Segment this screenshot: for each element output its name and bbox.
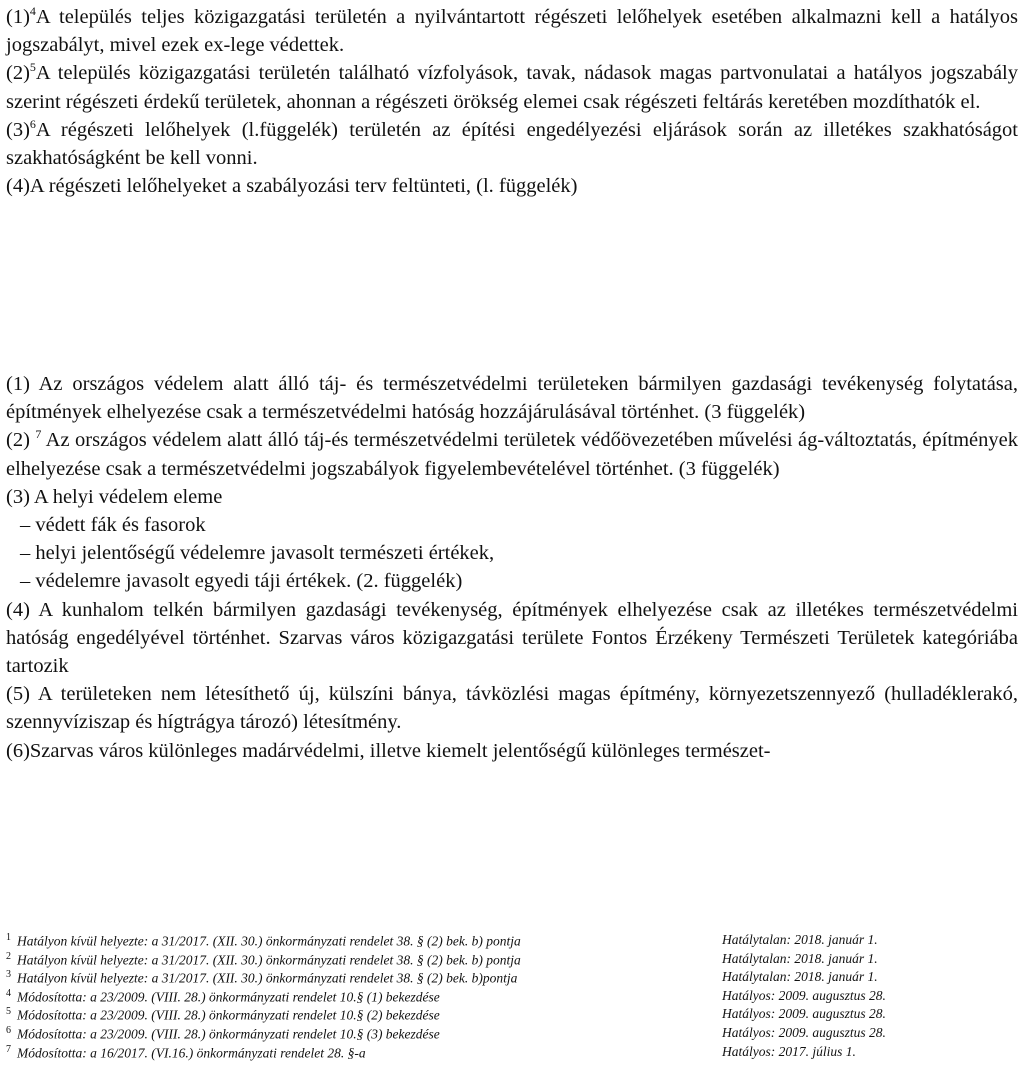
footnote-6 <box>6 1025 1016 1044</box>
footnote-ref: 6 <box>29 116 36 131</box>
section-nature-protection <box>6 370 1018 765</box>
paragraph-3 <box>6 116 1018 172</box>
footnote-number: 2 <box>6 950 11 962</box>
footnote-text: Hatályon kívül helyezte: a 31/2017. (XII. 30.) önkormányzati rendelet 38. § (2) bek. b)pontja <box>17 970 518 986</box>
footnote-text: Módosította: a 23/2009. (VIII. 28.) önkormányzati rendelet 10.§ (2) bekezdése <box>17 1007 440 1023</box>
footnote-1 <box>6 932 1016 951</box>
footnote-3 <box>6 969 1016 988</box>
footnote-ref: 7 <box>35 427 42 442</box>
paragraph-4 <box>6 172 1018 200</box>
paragraph-text: A település közigazgatási területén található vízfolyások, tavak, nádasok magas partvonulatai a hatályos jogszabály szerint régészeti érdekű területek, ahonnan a régészeti örökség elemei csak régészeti feltárás keretében mozdíthatók el. <box>6 62 1018 113</box>
paragraph-number: (2) <box>6 429 30 452</box>
footnote-text: Módosította: a 23/2009. (VIII. 28.) önkormányzati rendelet 10.§ (1) bekezdése <box>17 989 440 1005</box>
paragraph-1 <box>6 3 1018 59</box>
paragraph-nature-5: (5) A területeken nem létesíthető új, külszíni bánya, távközlési magas építmény, környezetszennyező (hulladéklerakó, szennyvíziszap és hígtrágya tározó) létesítmény. <box>6 683 1018 734</box>
footnote-status: Hatálytalan: 2018. január 1. <box>722 932 878 947</box>
paragraph-nature-2 <box>6 426 1018 482</box>
list-item-natural-values: – helyi jelentőségű védelemre javasolt természeti értékek, <box>20 542 495 565</box>
list-item-protected-trees: – védett fák és fasorok <box>20 514 206 537</box>
paragraph-number: (3) <box>6 118 30 141</box>
paragraph-nature-3: (3) A helyi védelem eleme <box>6 485 223 508</box>
footnote-7 <box>6 1044 1016 1063</box>
footnote-ref: 4 <box>29 4 36 19</box>
footnote-number: 5 <box>6 1006 11 1018</box>
footnote-5 <box>6 1006 1016 1025</box>
footnote-number: 3 <box>6 969 11 981</box>
footnote-text: Módosította: a 23/2009. (VIII. 28.) önkormányzati rendelet 10.§ (3) bekezdése <box>17 1026 440 1042</box>
footnote-status: Hatályos: 2009. augusztus 28. <box>722 1024 886 1040</box>
footnote-status: Hatályos: 2009. augusztus 28. <box>722 1006 886 1022</box>
footnote-4 <box>6 988 1016 1007</box>
footnote-status: Hatályos: 2009. augusztus 28. <box>722 987 886 1003</box>
paragraph-nature-6: (6)Szarvas város különleges madárvédelmi, illetve kiemelt jelentőségű különleges természet- <box>6 739 771 762</box>
footnote-number: 1 <box>6 932 11 943</box>
footnote-text: Módosította: a 16/2017. (VI.16.) önkormányzati rendelet 28. §-a <box>17 1045 366 1061</box>
paragraph-nature-1: (1) Az országos védelem alatt álló táj- és természetvédelmi területeken bármilyen gazdasági tevékenység folytatása, építmények elhelyezése csak a természetvédelmi hatóság hozzájárulásával történhet. (3 függelék) <box>6 373 1018 424</box>
footnote-status: Hatályos: 2017. július 1. <box>722 1043 856 1059</box>
footnote-number: 7 <box>6 1043 11 1055</box>
paragraph-text: A régészeti lelőhelyeket a szabályozási terv feltünteti, (l. függelék) <box>29 175 578 198</box>
paragraph-number: (1) <box>6 6 30 28</box>
footnote-number: 6 <box>6 1024 11 1036</box>
footnote-number: 4 <box>6 987 11 999</box>
footnote-status: Hatálytalan: 2018. január 1. <box>722 969 878 985</box>
paragraph-text: Az országos védelem alatt álló táj-és természetvédelmi területek védőövezetében művelési ág-változtatás, építmények elhelyezése csak a természetvédelmi jogszabályok figyelembevételével történhet. (3 függelék) <box>6 429 1019 480</box>
list-item-landscape-values: – védelemre javasolt egyedi táji értékek. (2. függelék) <box>20 570 463 593</box>
footnote-2 <box>6 951 1016 970</box>
footnotes <box>6 932 1016 1062</box>
paragraph-2 <box>6 59 1018 115</box>
footnote-status: Hatálytalan: 2018. január 1. <box>722 950 878 966</box>
paragraph-nature-4: (4) A kunhalom telkén bármilyen gazdasági tevékenység, építmények elhelyezése csak az illetékes természetvédelmi hatóság engedélyével történhet. Szarvas város közigazgatási területe Fontos Érzékeny Természeti Területek kategóriába tartozik <box>6 598 1018 678</box>
paragraph-text: A település teljes közigazgatási területén a nyilvántartott régészeti lelőhelyek esetében alkalmazni kell a hatályos jogszabályt, mivel ezek ex-lege védettek. <box>6 6 1018 57</box>
footnote-text: Hatályon kívül helyezte: a 31/2017. (XII. 30.) önkormányzati rendelet 38. § (2) bek. b) pontja <box>17 952 521 968</box>
paragraph-number: (4) <box>6 175 30 198</box>
paragraph-number: (2) <box>6 62 30 85</box>
footnote-text: Hatályon kívül helyezte: a 31/2017. (XII. 30.) önkormányzati rendelet 38. § (2) bek. b) pontja <box>17 933 521 949</box>
section-archaeology <box>6 3 1018 200</box>
paragraph-text: A régészeti lelőhelyek (l.függelék) területén az építési engedélyezési eljárások során az illetékes szakhatóságot szakhatóságként be kell vonni. <box>6 118 1018 170</box>
footnote-ref: 5 <box>29 60 36 75</box>
